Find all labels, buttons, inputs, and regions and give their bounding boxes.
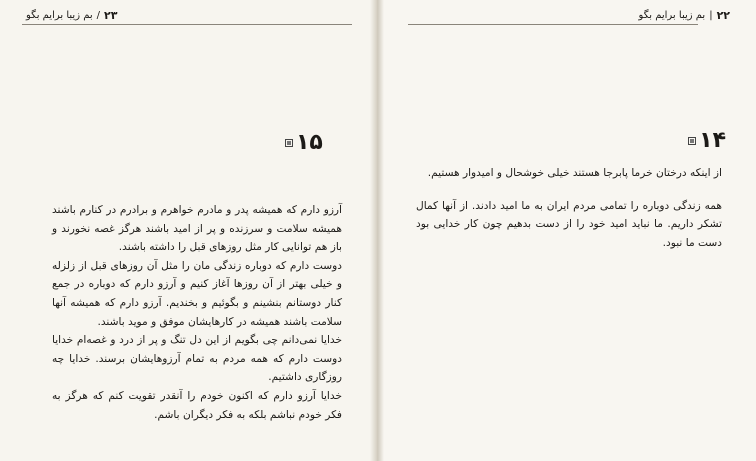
left-paragraph-4: خدایا آرزو دارم که اکنون خودم را آنقدر تقویت کنم که هرگز به فکر خودم نباشم بلکه به فکر دیگران باشم. [52, 389, 342, 421]
right-paragraph-1: از اینکه درختان خرما پابرجا هستند خیلی خوشحال و امیدوار هستیم. [427, 167, 722, 179]
left-head-separator: / [96, 10, 101, 21]
right-head-separator: | [709, 10, 713, 21]
right-entry-number [688, 130, 726, 152]
left-running-title: بم زیبا برایم بگو [26, 10, 93, 21]
right-body-text [416, 164, 722, 252]
left-body-text [52, 201, 342, 424]
book-gutter [370, 0, 384, 461]
square-ornament-icon [285, 139, 293, 147]
left-paragraph-1: آرزو دارم که همیشه پدر و مادرم خواهرم و برادرم در کنارم باشند همیشه سلامت و سرزنده و پر از امید باشند هرگز غصه نخورند و باز هم توانایی کار مثل روزهای قبل را داشته باشند. [52, 204, 342, 254]
left-entry-number-value: ۱۵ [296, 130, 323, 155]
right-running-head [639, 9, 730, 22]
left-running-head [26, 9, 117, 22]
right-page-number: ۲۲ [716, 9, 730, 22]
right-paragraph-2: همه زندگی دوباره را تمامی مردم ایران به ما امید دادند. از آنها کمال تشکر داریم. ما نباید امید خود را از دست بدهیم چون کار خدایی بود دست ما نبود. [416, 199, 722, 249]
left-page-number: ۲۳ [104, 9, 118, 22]
left-entry-number [285, 132, 323, 154]
left-paragraph-2: دوست دارم که دوباره زندگی مان را مثل آن روزهای قبل از زلزله و خیلی بهتر از آن روزها آغاز کنیم و آرزو دارم که دوباره در جمع کنار دوستانم بنشینم و بگوئیم و بخندیم. آرزو دارم که همیشه آنها سلامت باشند همیشه در کارهایشان موفق و موید باشند. [52, 259, 342, 328]
square-ornament-icon [688, 137, 696, 145]
right-entry-number-value: ۱۴ [699, 128, 726, 153]
right-page [380, 0, 756, 461]
right-running-title: بم زیبا برایم بگو [638, 10, 706, 21]
left-page [0, 0, 374, 461]
left-head-rule [22, 24, 352, 25]
left-paragraph-3: خدایا نمی‌دانم چی بگویم از این دل تنگ و پر از درد و غصه‌ام خدایا دوست دارم که همه مردم به تمام آرزوهایشان برسند. خدایا چه روزگاری داشتیم. [52, 334, 342, 384]
right-head-rule [408, 24, 698, 25]
